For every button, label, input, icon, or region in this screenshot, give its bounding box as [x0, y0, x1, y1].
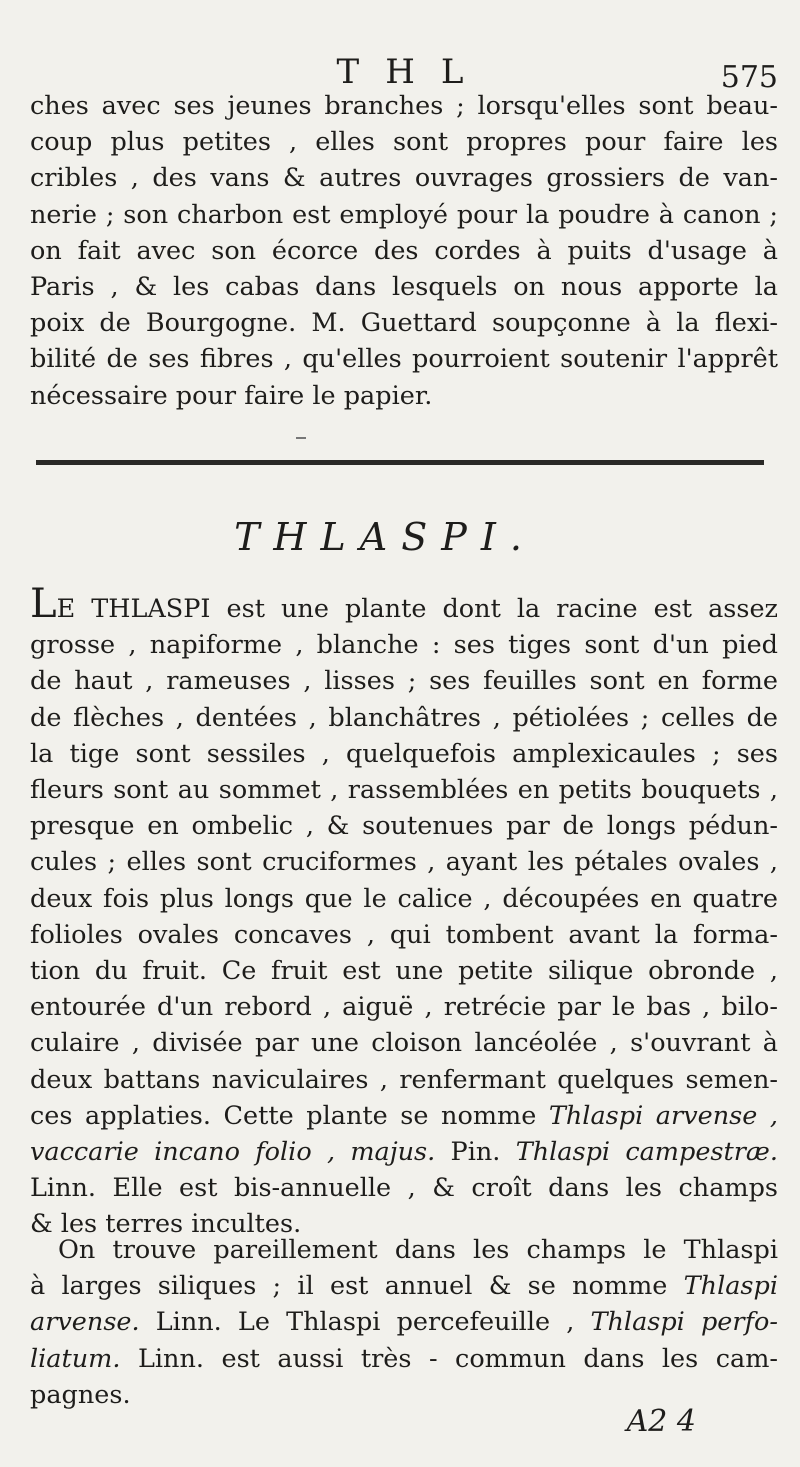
text-line: pagnes.	[30, 1379, 131, 1410]
text-segment: E THLASPI est une plante dont la racine est assez	[56, 594, 778, 624]
text-line: bilité de ses fibres , qu'elles pourroient soutenir l'apprêt	[30, 344, 778, 375]
text-line: On trouve pareillement dans les champs le Thlaspi	[58, 1235, 778, 1265]
second-paragraph	[30, 1232, 778, 1413]
text-line: tion du fruit. Ce fruit est une petite silique obronde ,	[30, 956, 778, 987]
running-head: THL	[336, 52, 490, 92]
text-segment: ces applaties. Cette plante se nomme	[30, 1100, 549, 1131]
text-line: nécessaire pour faire le papier.	[30, 380, 433, 411]
text-line: cules ; elles sont cruciformes , ayant les pétales ovales ,	[30, 847, 778, 878]
text-line: culaire , divisée par une cloison lancéolée , s'ouvrant à	[30, 1028, 778, 1059]
latin-name: Thlaspi arvense ,	[548, 1100, 778, 1131]
section-rule	[36, 460, 764, 465]
text-line: deux fois plus longs que le calice , découpées en quatre	[30, 883, 778, 914]
text-line: cribles , des vans & autres ouvrages grossiers de van-	[30, 163, 778, 194]
latin-name: Thlaspi campestræ.	[515, 1137, 779, 1168]
text-line: ches avec ses jeunes branches ; lorsqu'elles sont beau-	[30, 91, 778, 121]
text-line	[30, 581, 778, 627]
latin-name: liatum.	[30, 1343, 121, 1374]
text-line: & les terres incultes.	[30, 1209, 302, 1240]
text-segment: Pin.	[435, 1137, 516, 1168]
text-segment: Linn. Le Thlaspi percefeuille ,	[139, 1307, 591, 1338]
text-line: poix de Bourgogne. M. Guettard soupçonne à la flexi-	[30, 308, 778, 339]
text-line	[30, 1341, 778, 1377]
text-line: on fait avec son écorce des cordes à puits d'usage à	[30, 235, 778, 266]
text-line: la tige sont sessiles , quelquefois amplexicaules ; ses	[30, 738, 778, 769]
text-line: de haut , rameuses , lisses ; ses feuilles sont en forme	[30, 666, 778, 697]
text-line: de flèches , dentées , blanchâtres , pétiolées ; celles de	[30, 702, 778, 733]
text-line: nerie ; son charbon est employé pour la poudre à canon ;	[30, 199, 778, 230]
text-line: entourée d'un rebord , aiguë , retrécie par le bas , bilo-	[30, 992, 778, 1023]
latin-name: Thlaspi	[683, 1271, 778, 1302]
page-number: 575	[720, 60, 778, 95]
text-line: deux battans naviculaires , renfermant quelques semen-	[30, 1064, 778, 1095]
text-line: fleurs sont au sommet , rassemblées en petits bouquets ,	[30, 775, 778, 806]
text-segment: Linn. est aussi très - commun dans les cam-	[120, 1343, 778, 1374]
latin-name: vaccarie incano folio , majus.	[30, 1137, 436, 1168]
text-line	[30, 1268, 778, 1304]
ink-mark	[296, 437, 306, 439]
text-line	[30, 1304, 778, 1340]
intro-paragraph	[30, 88, 778, 414]
text-line	[30, 1098, 778, 1134]
latin-name: Thlaspi perfo-	[590, 1307, 778, 1338]
text-line: grosse , napiforme , blanche : ses tiges sont d'un pied	[30, 630, 778, 661]
main-paragraph	[30, 581, 779, 1243]
text-line	[30, 1134, 778, 1170]
text-line: coup plus petites , elles sont propres pour faire les	[30, 127, 778, 158]
section-title: THLASPI.	[234, 515, 536, 559]
text-line: folioles ovales concaves , qui tombent avant la forma-	[30, 919, 778, 950]
text-line: Linn. Elle est bis-annuelle , & croît dans les champs	[30, 1173, 778, 1204]
signature-mark: A2 4	[626, 1404, 696, 1439]
latin-name: arvense.	[30, 1307, 140, 1338]
text-line: Paris , & les cabas dans lesquels on nous apporte la	[30, 272, 778, 303]
text-line: presque en ombelic , & soutenues par de longs pédun-	[30, 811, 778, 842]
drop-cap: L	[30, 581, 57, 627]
text-segment: à larges siliques ; il est annuel & se nomme	[30, 1271, 684, 1302]
